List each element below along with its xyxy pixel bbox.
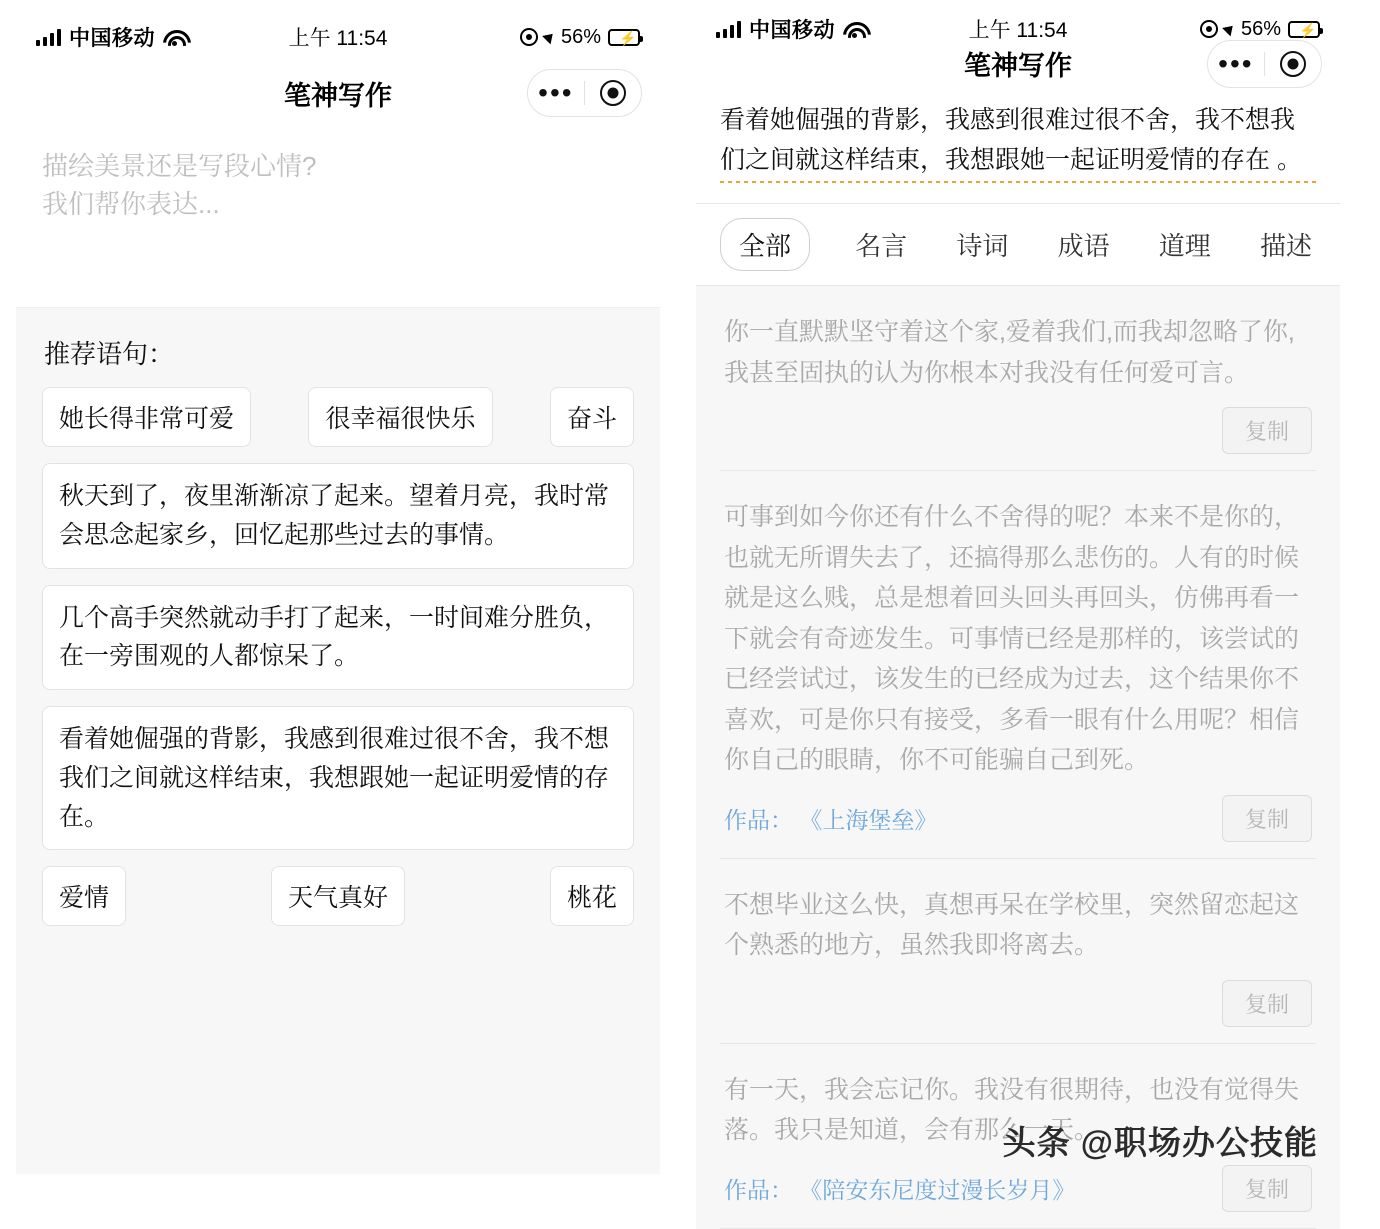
result-card (720, 286, 1316, 471)
suggestion-chip[interactable]: 天气真好 (271, 866, 405, 926)
chip-row-top (42, 387, 634, 447)
tab-poetry[interactable]: 诗词 (956, 231, 1009, 261)
chip-row-bottom (42, 866, 634, 926)
result-source-title[interactable]: 《陪安东尼度过漫长岁月》 (799, 1176, 1076, 1203)
suggestion-paragraph[interactable]: 看着她倔强的背影，我感到很难过很不舍，我不想我们之间就这样结束，我想跟她一起证明爱情的存在。 (42, 706, 634, 850)
suggestion-chip[interactable]: 桃花 (550, 866, 634, 926)
tab-all[interactable]: 全部 (720, 218, 810, 271)
nav-bar-right (696, 44, 1340, 83)
target-circle-icon[interactable] (1265, 51, 1321, 77)
watermark-label: 头条 @职场办公技能 (1002, 1124, 1318, 1161)
location-target-icon (1200, 20, 1218, 38)
result-footer (724, 980, 1312, 1027)
more-dots-icon[interactable]: ••• (538, 77, 574, 108)
result-source[interactable] (724, 802, 937, 835)
result-source-prefix: 作品： (724, 1176, 793, 1203)
query-input-value: 看着她倔强的背影，我感到很难过很不舍，我不想我们之间就这样结束，我想跟她一起证明爱情的存在 。 (720, 101, 1316, 183)
suggestion-chip[interactable]: 奋斗 (550, 387, 634, 447)
result-footer (724, 1165, 1312, 1212)
target-circle-icon[interactable] (585, 80, 641, 106)
nav-bar-left (16, 60, 660, 126)
copy-button[interactable]: 复制 (1222, 795, 1312, 842)
composer-placeholder-line1: 描绘美景还是写段心情? (42, 151, 317, 181)
suggestions-heading: 推荐语句： (44, 339, 175, 369)
suggestion-paragraph[interactable]: 秋天到了，夜里渐渐凉了起来。望着月亮，我时常会思念起家乡，回忆起那些过去的事情。 (42, 463, 634, 569)
result-card (720, 471, 1316, 859)
mini-program-capsule[interactable] (1207, 40, 1322, 88)
carrier-label: 中国移动 (69, 27, 155, 50)
result-text: 不想毕业这么快，真想再呆在学校里，突然留恋起这个熟悉的地方，虽然我即将离去。 (724, 890, 1300, 959)
right-phone-screen (696, 14, 1340, 1203)
copy-button[interactable]: 复制 (1222, 980, 1312, 1027)
composer-placeholder-line2: 我们帮你表达... (42, 188, 220, 219)
copy-button[interactable]: 复制 (1222, 1165, 1312, 1212)
category-tabs (696, 204, 1340, 286)
suggestion-chip[interactable]: 很幸福很快乐 (308, 387, 492, 447)
results-feed[interactable] (696, 286, 1340, 1229)
result-source-title[interactable]: 《上海堡垒》 (799, 806, 938, 833)
query-input[interactable] (696, 83, 1340, 204)
page-title: 笔神写作 (964, 51, 1072, 81)
composer-input[interactable] (16, 126, 660, 308)
result-source-prefix: 作品： (724, 806, 793, 833)
location-target-icon (520, 28, 538, 46)
battery-percent-label: 56% (1240, 17, 1281, 40)
page-title: 笔神写作 (284, 80, 392, 111)
more-dots-icon[interactable]: ••• (1218, 47, 1254, 79)
mini-program-capsule[interactable] (527, 69, 642, 117)
result-card (720, 859, 1316, 1044)
status-time: 上午 11:54 (288, 27, 388, 50)
result-text: 有一天，我会忘记你。我没有很期待，也没有觉得失落。我只是知道，会有那么一天。 (724, 1075, 1300, 1144)
result-text: 可事到如今你还有什么不舍得的呢？本来不是你的，也就无所谓失去了，还搞得那么悲伤的。人有的时候就是这么贱，总是想着回头回头再回头，仿佛再看一下就会有奇迹发生。可事情已经是那样的，该尝试的已经尝试过，该发生的已经成为过去，这个结果你不喜欢，可是你只有接受，多看一眼有什么用呢？相信你自己的眼睛，你不可能骗自己到死。 (724, 503, 1300, 774)
tab-quotes[interactable]: 名言 (855, 231, 908, 261)
left-phone-screen (16, 14, 660, 1174)
suggestions-panel (16, 308, 660, 1174)
suggestion-chip[interactable]: 她长得非常可爱 (42, 387, 251, 447)
result-text: 你一直默默坚守着这个家,爱着我们,而我却忽略了你,我甚至固执的认为你根本对我没有任何爱可言。 (724, 318, 1295, 387)
result-source[interactable] (724, 1172, 1075, 1205)
tab-idioms[interactable]: 成语 (1057, 231, 1110, 261)
battery-charging-icon: ⚡ (608, 29, 640, 46)
tab-description[interactable]: 描述 (1259, 231, 1312, 261)
status-time: 上午 11:54 (968, 19, 1068, 42)
suggestion-paragraph[interactable]: 几个高手突然就动手打了起来，一时间难分胜负，在一旁围观的人都惊呆了。 (42, 585, 634, 691)
tab-reason[interactable]: 道理 (1158, 231, 1211, 261)
suggestion-chip[interactable]: 爱情 (42, 866, 126, 926)
battery-charging-icon: ⚡ (1288, 21, 1320, 38)
result-footer (724, 407, 1312, 454)
status-bar-left (16, 14, 660, 60)
copy-button[interactable]: 复制 (1222, 407, 1312, 454)
carrier-label: 中国移动 (749, 19, 835, 42)
result-footer (724, 795, 1312, 842)
battery-percent-label: 56% (560, 25, 601, 48)
